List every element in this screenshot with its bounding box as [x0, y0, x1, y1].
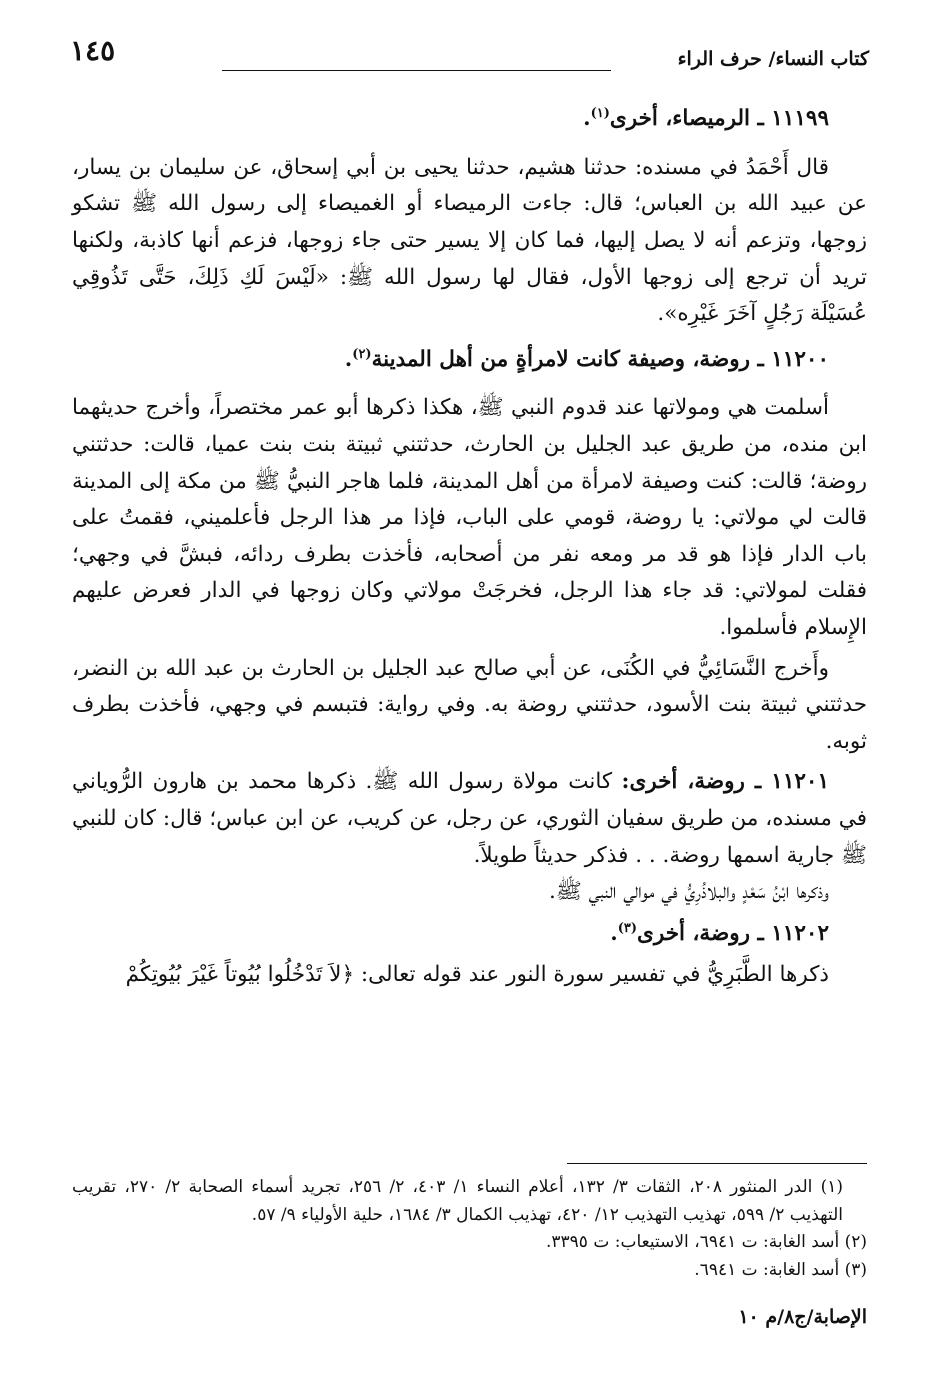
footnote-ref-2: (٢) — [352, 346, 372, 362]
entry-heading-11202: ١١٢٠٢ ـ روضة، أخرى$^{(٣)}$. — [610, 920, 829, 946]
footnote-2: (٢) أسد الغابة: ت ٦٩٤١، الاستيعاب: ت ٣٣٩٥. — [546, 1232, 867, 1252]
page-number: ١٤٥ — [70, 34, 116, 67]
entry-body-11200-extra: وأَخرج النَّسَائِيُّ في الكُنَى، عن أبي صالح عبد الجليل بن الحارث بن عبد الله بن النضر، حدثتني ثبيتة بنت الأسود، حدثتني روضة به. وفي رواية: فتبسم في وجهي، فأخذت بطرف ثوبه. — [72, 655, 867, 754]
entry-11201: ١١٢٠١ ـ روضة، أخرى: كانت مولاة رسول الله ﷺ. ذكرها محمد بن هارون الرُّوياني في مسنده، من طريق سفيان الثوري، عن رجل، عن كريب، عن ابن عباس؛ قال: كان للنبي ﷺ جارية اسمها روضة. . . فذكر حديثاً طويلاً. — [72, 769, 867, 868]
footnote-1: (١) الدر المنثور ٢٠٨، الثقات ٣/ ١٣٢، أعلام النساء ١/ ٤٠٣، ٢/ ٢٥٦، تجريد أسماء الصحابة ٢/ ٢٧٠، تقريب التهذيب ٢/ ٥٩٩، تهذيب التهذيب ١٢/ ٤٢٠، تهذيب الكمال ٣/ ١٦٨٤، حلية الأولياء ٩/ ٥٧. — [72, 1177, 843, 1225]
entry-heading-11200: ١١٢٠٠ ـ روضة، وصيفة كانت لامرأةٍ من أهل المدينة$^{(٢)}$. — [344, 346, 829, 372]
entry-body-11202: ذكرها الطَّبَرِيُّ في تفسير سورة النور عند قوله تعالى: ﴿لاَ تَدْخُلُوا بُيُوتاً غَيْرَ بُيُوتِكُمْ — [125, 961, 829, 987]
entry-body-11199: قال أَحْمَدُ في مسنده: حدثنا هشيم، حدثنا يحيى بن أبي إسحاق، عن سليمان بن يسار، عن عبيد الله بن العباس؛ قال: جاءت الرميصاء أو الغميصاء إلى رسول الله ﷺ تشكو زوجها، وتزعم أنه لا يصل إليها، فما كان إلا يسير حتى جاء زوجها، فزعم أنها كاذبة، ولكنها تريد أن ترجع إلى زوجها الأول، فقال لها رسول الله ﷺ: «لَيْسَ لَكِ ذَلِكَ، حَتَّى تَذُوقِي عُسَيْلَة رَجُلٍ آخَرَ غَيْرِه». — [72, 154, 867, 327]
footnote-3: (٣) أسد الغابة: ت ٦٩٤١. — [694, 1259, 867, 1280]
entry-heading-11201: ١١٢٠١ ـ روضة، أخرى: — [621, 769, 830, 795]
main-text — [72, 96, 867, 993]
entry-body-11200: أسلمت هي ومولاتها عند قدوم النبي ﷺ، هكذا ذكرها أبو عمر مختصراً، وأخرج حديثهما ابن منده، من طريق عبد الجليل بن الحارث، حدثتني ثبيتة بنت بنت عميا، قالت: حدثتني روضة؛ قالت: كنت وصيفة لامرأة من أهل المدينة، فلما هاجر النبيُّ ﷺ من مكة إلى المدينة قالت لي مولاتي: يا روضة، قومي على الباب، فإذا مر هذا الرجل فأعلميني، فقمتُ على باب الدار فإذا هو قد مر ومعه نفر من أصحابه، فأخذت بطرف ردائه، فبشَّ في وجهي؛ فقلت لمولاتي: قد جاء هذا الرجل، فخرجَتْ مولاتي وكان زوجها في الدار فعرض عليهم الإِسلام فأسلموا. — [72, 395, 867, 641]
entry-heading-11199: ١١١٩٩ ـ الرميصاء، أخرى$^{(١)}$. — [583, 106, 829, 132]
footnote-ref-1: (١) — [590, 106, 610, 121]
header-rule — [222, 70, 611, 71]
running-title: كتاب النساء/ حرف الراء — [677, 48, 869, 70]
footnote-divider — [567, 1163, 867, 1164]
entry-body-11201-extra: وذكرها ابْنُ سَعْدٍ والبلاذُرِيُّ في موالي النبي ﷺ. — [549, 879, 829, 905]
footnote-ref-3: (٣) — [617, 920, 638, 936]
printer-signature: الإصابة/ج٨/م ١٠ — [738, 1306, 867, 1328]
page-header — [70, 34, 869, 74]
footnotes — [72, 1174, 867, 1284]
